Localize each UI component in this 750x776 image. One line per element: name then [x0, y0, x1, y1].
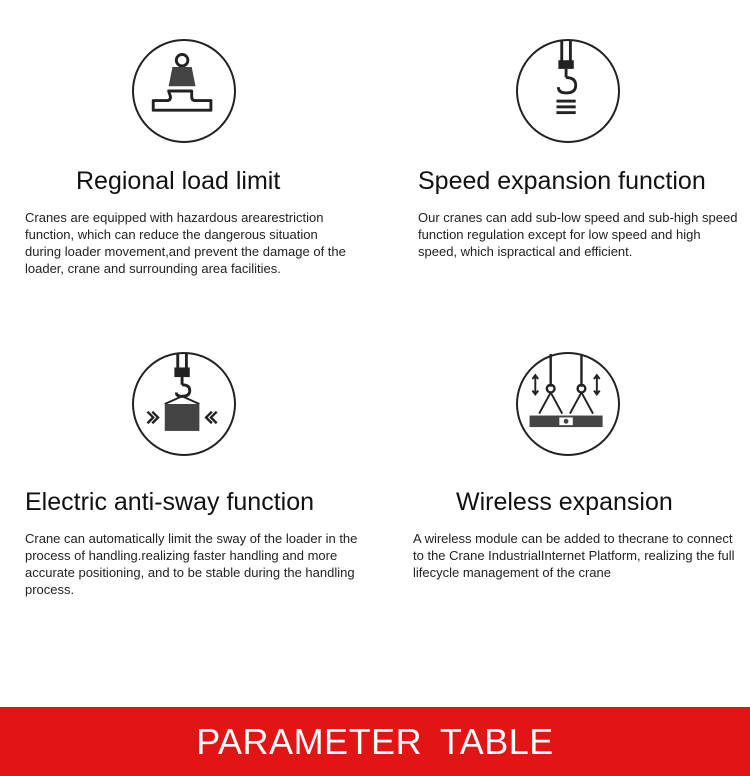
- feature-title: Speed expansion function: [418, 167, 706, 195]
- feature-description: Our cranes can add sub-low speed and sub-high speed function regulation except for low speed and high speed, which ispractical and efficient.: [418, 210, 738, 259]
- feature-description: A wireless module can be added to thecrane to connect to the Crane IndustrialInternet Platform, realizing the full lifecycle management of the crane: [413, 531, 735, 580]
- feature-description: Cranes are equipped with hazardous arearestriction function, which can reduce the dangerous situation during loader movement,and prevent the damage of the loader, crane and surrounding area facilities.: [25, 210, 346, 276]
- feature-title: Regional load limit: [76, 167, 281, 195]
- feature-title: Wireless expansion: [456, 488, 673, 516]
- level-lift-icon: [516, 352, 620, 456]
- parameter-table-banner: [0, 707, 750, 776]
- feature-description: Crane can automatically limit the sway of the loader in the process of handling.realizing faster handling and more accurate positioning, and to be stable during the handling process.: [25, 531, 358, 597]
- load-limit-icon: [132, 39, 236, 143]
- hook-speed-icon: [516, 39, 620, 143]
- feature-title: Electric anti-sway function: [25, 488, 315, 516]
- banner-label: PARAMETER TABLE: [196, 720, 554, 762]
- anti-sway-icon: [132, 352, 236, 456]
